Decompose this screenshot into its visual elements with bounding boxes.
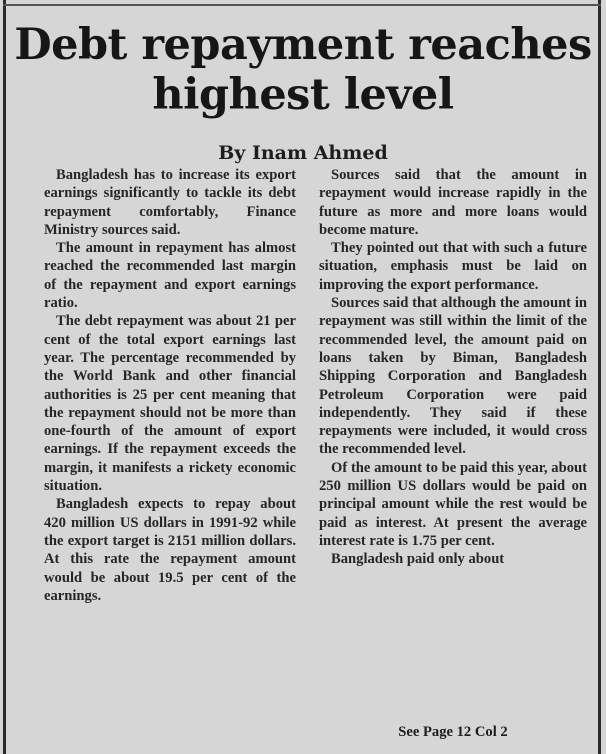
headline-line-2: highest level [152, 70, 454, 120]
paragraph: Sources said that although the amount in repayment was still within the limit of the recommended level, the amount paid on loans taken by Biman, Bangladesh Shipping Corporation and Bangladesh Petroleum Corporation were paid independently. They said if these repayments were included, it would cross the recommended level. [319, 295, 587, 458]
right-column [319, 166, 587, 569]
headline [10, 20, 596, 120]
headline-line-1: Debt repayment reaches [14, 20, 592, 70]
top-rule [3, 4, 601, 6]
paragraph: They pointed out that with such a future situation, emphasis must be laid on improving the export performance. [319, 240, 587, 293]
right-column-rule [598, 0, 601, 754]
byline: By Inam Ahmed [218, 142, 388, 164]
paragraph: Of the amount to be paid this year, about 250 million US dollars would be paid on principal amount while the rest would be paid as interest. At present the average interest rate is 1.75 per cent. [319, 459, 587, 549]
paragraph: The debt repayment was about 21 per cent of the total export earnings last year. The percentage recommended by the World Bank and other financial authorities is 25 per cent meaning that the repayment should not be more than one-fourth of the amount of export earnings. If the repayment exceeds the margin, it manifests a rickety economic situation. [44, 313, 296, 495]
left-column [44, 166, 296, 605]
paragraph: The amount in repayment has almost reached the recommended last margin of the repayment and export earnings ratio. [44, 240, 296, 312]
paragraph: Sources said that the amount in repayment would increase rapidly in the future as more and more loans would become mature. [319, 167, 587, 238]
left-column-rule [3, 0, 6, 754]
paragraph: Bangladesh expects to repay about 420 million US dollars in 1991-92 while the export target is 2151 million dollars. At this rate the repayment amount would be about 19.5 per cent of the earnings. [44, 496, 296, 604]
paragraph: Bangladesh paid only about [331, 551, 505, 568]
paragraph: Bangladesh has to increase its export earnings significantly to tackle its debt repayment comfortably, Finance Ministry sources said. [44, 167, 296, 238]
continuation-reference: See Page 12 Col 2 [398, 724, 508, 740]
